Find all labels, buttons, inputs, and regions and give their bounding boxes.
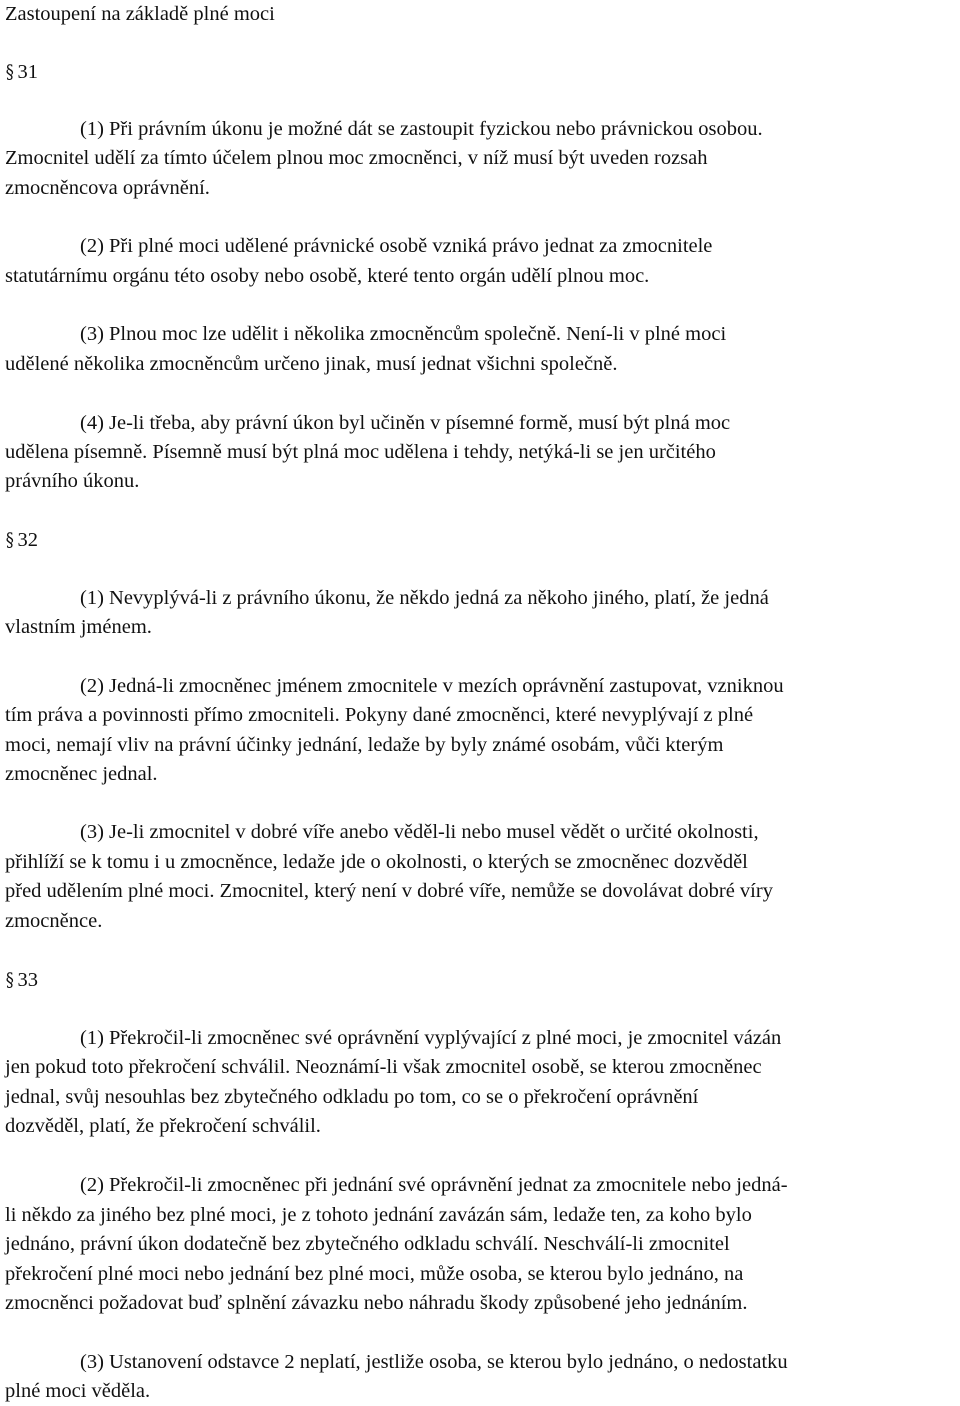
paragraph-line: statutárnímu orgánu této osoby nebo osobě, které tento orgán udělí plnou moc. [5, 265, 650, 287]
paragraph-line: Zmocnitel udělí za tímto účelem plnou moc zmocněnci, v níž musí být uveden rozsah [5, 147, 708, 169]
section-heading-32 [5, 526, 38, 555]
paragraph-line: dozvěděl, platí, že překročení schválil. [5, 1115, 321, 1137]
paragraph-line: před udělením plné moci. Zmocnitel, který není v dobré víře, nemůže se dovolávat dobré víry [5, 880, 773, 902]
section-number: 32 [17, 529, 38, 551]
paragraph-line: (4) Je-li třeba, aby právní úkon byl učiněn v písemné formě, musí být plná moc [80, 412, 731, 434]
paragraph-line: udělené několika zmocněncům určeno jinak, musí jednat všichni společně. [5, 353, 618, 375]
paragraph-line: zmocněncova oprávnění. [5, 177, 210, 199]
section-sign-icon: § [5, 969, 14, 991]
paragraph-line: (2) Při plné moci udělené právnické osobě vzniká právo jednat za zmocnitele [80, 235, 713, 257]
paragraph-line: (1) Nevyplývá-li z právního úkonu, že někdo jedná za někoho jiného, platí, že jedná [80, 587, 769, 609]
section-sign-icon: § [5, 529, 14, 551]
paragraph-line: jednal, svůj nesouhlas bez zbytečného odkladu po tom, co se o překročení oprávnění [5, 1086, 699, 1108]
paragraph-line: (3) Je-li zmocnitel v dobré víře anebo věděl-li nebo musel vědět o určité okolnosti, [80, 821, 759, 843]
paragraph-line: vlastním jménem. [5, 616, 152, 638]
paragraph-line: (3) Plnou moc lze udělit i několika zmocněncům společně. Není-li v plné moci [80, 323, 727, 345]
paragraph-line: udělena písemně. Písemně musí být plná moc udělena i tehdy, netýká-li se jen určitého [5, 441, 716, 463]
paragraph-line: tím práva a povinnosti přímo zmocniteli. Pokyny dané zmocněnci, které nevyplývají z plné [5, 704, 754, 726]
paragraph-line: moci, nemají vliv na právní účinky jednání, ledaže by byly známé osobám, vůči kterým [5, 734, 724, 756]
paragraph-line: (3) Ustanovení odstavce 2 neplatí, jestliže osoba, se kterou bylo jednáno, o nedostatku [80, 1351, 788, 1373]
section-number: 33 [17, 969, 38, 991]
paragraph-line: plné moci věděla. [5, 1380, 151, 1402]
paragraph-line: jen pokud toto překročení schválil. Neoznámí-li však zmocnitel osobě, se kterou zmocněnec [5, 1056, 762, 1078]
paragraph-line: jednáno, právní úkon dodatečně bez zbytečného odkladu schválí. Neschválí-li zmocnitel [5, 1233, 730, 1255]
paragraph-line: (1) Při právním úkonu je možné dát se zastoupit fyzickou nebo právnickou osobou. [80, 118, 763, 140]
paragraph-line: li někdo za jiného bez plné moci, je z tohoto jednání zavázán sám, ledaže ten, za koho bylo [5, 1204, 752, 1226]
paragraph-line: (2) Překročil-li zmocněnec při jednání své oprávnění jednat za zmocnitele nebo jedná- [80, 1174, 788, 1196]
paragraph-line: zmocněnce. [5, 910, 103, 932]
paragraph-line: přihlíží se k tomu i u zmocněnce, ledaže jde o okolnosti, o kterých se zmocněnec dozvěděl [5, 851, 748, 873]
paragraph-line: (1) Překročil-li zmocněnec své oprávnění vyplývající z plné moci, je zmocnitel vázán [80, 1027, 782, 1049]
section-sign-icon: § [5, 61, 14, 83]
document-heading: Zastoupení na základě plné moci [5, 3, 275, 25]
paragraph-line: právního úkonu. [5, 470, 140, 492]
section-heading-31 [5, 58, 38, 87]
paragraph-line: zmocněnec jednal. [5, 763, 158, 785]
paragraph-line: (2) Jedná-li zmocněnec jménem zmocnitele v mezích oprávnění zastupovat, vzniknou [80, 675, 784, 697]
paragraph-line: zmocněnci požadovat buď splnění závazku nebo náhradu škody způsobené jeho jednáním. [5, 1292, 748, 1314]
paragraph-line: překročení plné moci nebo jednání bez plné moci, může osoba, se kterou bylo jednáno, na [5, 1263, 744, 1285]
section-heading-33 [5, 966, 38, 995]
section-number: 31 [17, 61, 38, 83]
